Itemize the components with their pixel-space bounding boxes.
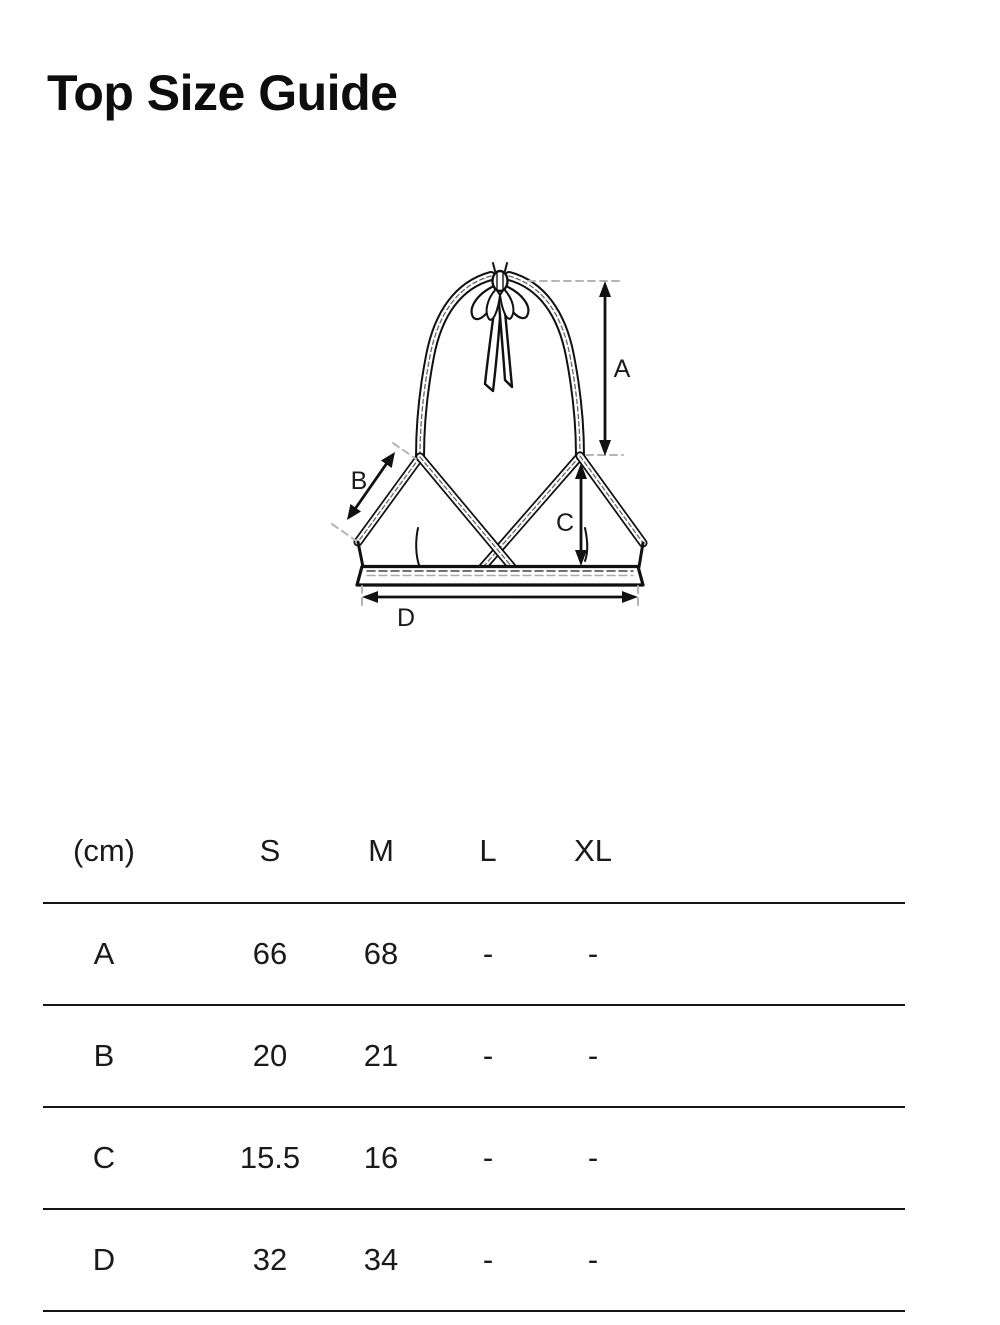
value-cell: - — [482, 1242, 494, 1277]
bow-loop-left — [472, 286, 500, 320]
measurement-label-d: D — [396, 604, 416, 632]
header-unit-cell: (cm) — [73, 833, 135, 868]
value-cell: - — [482, 936, 494, 971]
value-cell: 32 — [252, 1242, 288, 1277]
value-cell: 20 — [252, 1038, 288, 1073]
value-cell: - — [587, 1038, 599, 1073]
measurement-arrow-a — [599, 281, 611, 456]
table-row-b — [43, 1006, 905, 1108]
measurement-arrow-d — [362, 591, 638, 603]
value-cell: 66 — [252, 936, 288, 971]
value-cell: 68 — [363, 936, 399, 971]
table-row-d — [43, 1210, 905, 1312]
header-col-m: M — [368, 833, 394, 868]
value-cell: - — [482, 1038, 494, 1073]
row-label: C — [92, 1140, 116, 1175]
table-row-a — [43, 904, 905, 1006]
value-cell: 21 — [363, 1038, 399, 1073]
size-table-header-row — [43, 800, 905, 904]
value-cell: - — [482, 1140, 494, 1175]
measurement-label-a: A — [613, 355, 631, 383]
value-cell: - — [587, 1140, 599, 1175]
row-label: A — [93, 936, 115, 971]
measurement-label-b: B — [350, 467, 368, 495]
bow-loop-right — [500, 286, 528, 319]
leader-b-top — [393, 443, 416, 459]
underband — [357, 567, 643, 586]
value-cell: 16 — [363, 1140, 399, 1175]
row-label: B — [93, 1038, 115, 1073]
leader-b-bottom — [332, 524, 355, 540]
page-title: Top Size Guide — [47, 65, 398, 121]
row-label: D — [92, 1242, 116, 1277]
table-row-c — [43, 1108, 905, 1210]
header-col-l: L — [479, 833, 497, 868]
value-cell: - — [587, 936, 599, 971]
bow-knot — [493, 263, 508, 291]
size-table — [43, 800, 905, 1312]
value-cell: 15.5 — [239, 1140, 301, 1175]
header-col-s: S — [259, 833, 281, 868]
value-cell: 34 — [363, 1242, 399, 1277]
header-col-xl: XL — [574, 833, 612, 868]
value-cell: - — [587, 1242, 599, 1277]
measurement-label-c: C — [555, 509, 575, 537]
